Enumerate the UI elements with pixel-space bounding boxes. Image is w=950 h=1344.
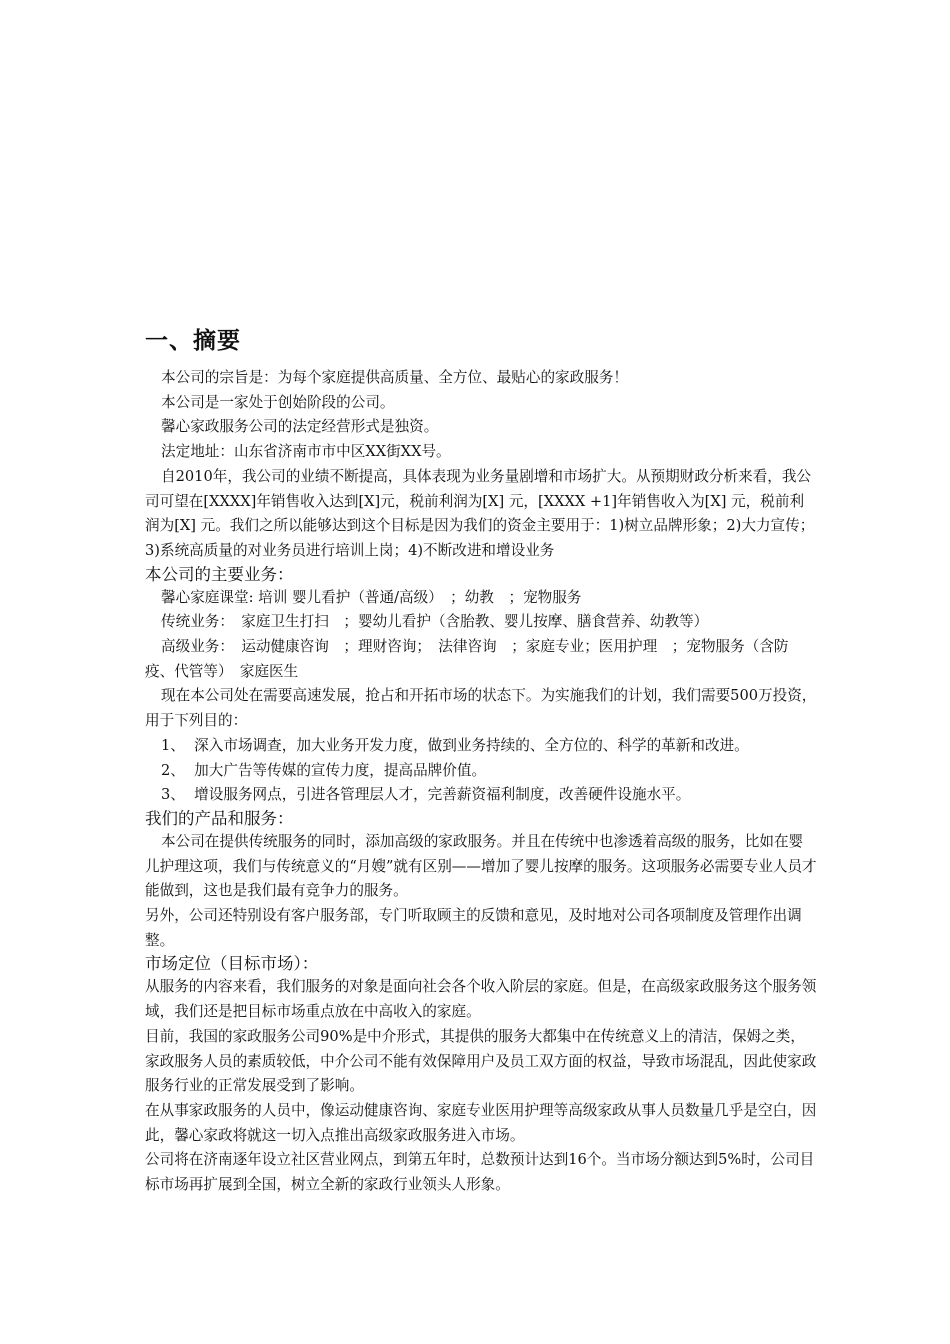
business-advanced-line: 高级业务： 运动健康咨询 ；理财咨询； 法律咨询 ；家庭专业；医用护理 ；宠物服务（含防疫、代管等） 家庭医生: [145, 638, 789, 680]
business-class-line: 馨心家庭课堂: 培训 婴儿看护（普通/高级） ；幼教 ；宠物服务: [161, 588, 582, 606]
paragraph-customer-service: 另外，公司还特别设有客户服务部，专门听取顾主的反馈和意见，及时地对公司各项制度及管理作出调整。: [145, 907, 802, 949]
document-page: [145, 0, 817, 1344]
list-item: [145, 783, 817, 808]
paragraph-stage: 本公司是一家处于创始阶段的公司。: [161, 393, 395, 411]
paragraph-legal-form: 馨心家政服务公司的法定经营形式是独资。: [161, 418, 439, 436]
section-title-market: 市场定位（目标市场）：: [145, 954, 319, 974]
list-text: 加大广告等传媒的宣传力度，提高品牌价值。: [194, 761, 487, 779]
list-number: 2、: [161, 761, 185, 779]
paragraph-investment: 现在本公司处在需要高速发展，抢占和开拓市场的状态下。为实施我们的计划，我们需要500万投资，用于下列目的：: [145, 687, 817, 730]
paragraph-market-2: 目前，我国的家政服务公司90%是中介形式，其提供的服务大都集中在传统意义上的清洁，保姆之类，家政服务人员的素质较低，中介公司不能有效保障用户及员工双方面的权益，导致市场混乱，因此使家政服务行业的正常发展受到了影响。: [145, 1027, 817, 1095]
list-text: 深入市场调查，加大业务开发力度，做到业务持续的、全方位的、科学的革新和改进。: [194, 736, 749, 754]
paragraph-market-1: 从服务的内容来看，我们服务的对象是面向社会各个收入阶层的家庭。但是，在高级家政服务这个服务领域，我们还是把目标市场重点放在中高收入的家庭。: [145, 978, 817, 1021]
list-text: 增设服务网点，引进各管理层人才，完善薪资福利制度，改善硬件设施水平。: [194, 786, 691, 804]
list-number: 3、: [161, 786, 185, 804]
section-title-business: 本公司的主要业务：: [145, 564, 294, 584]
paragraph-mission: 本公司的宗旨是：为每个家庭提供高质量、全方位、最贴心的家政服务！: [161, 369, 629, 386]
list-item: [145, 759, 817, 784]
section-title-products: 我们的产品和服务：: [145, 808, 294, 828]
section-heading-summary: 一、摘要: [145, 328, 241, 354]
list-number: 1、: [161, 736, 185, 754]
paragraph-products: 本公司在提供传统服务的同时，添加高级的家政服务。并且在传统中也渗透着高级的服务，比如在婴儿护理这项，我们与传统意义的“月嫂”就有区别——增加了婴儿按摩的服务。这项服务必需要专业人员才能做到，这也是我们最有竞争力的服务。: [145, 832, 817, 900]
paragraph-market-3: 在从事家政服务的人员中，像运动健康咨询、家庭专业医用护理等高级家政从事人员数量几乎是空白，因此，馨心家政将就这一切入点推出高级家政服务进入市场。: [145, 1101, 817, 1144]
paragraph-performance: 自2010年，我公司的业绩不断提高，具体表现为业务量剧增和市场扩大。从预期财政分析来看，我公司可望在[XXXX]年销售收入达到[X]元，税前利润为[X] 元，[XXXX +1]年销售收入为[X] 元，税前利润为[X] 元。我们之所以能够达到这个目标是因为我们的资金主要用于：1)树立品牌形象；2)大力宣传；3)系统高质量的对业务员进行培训上岗；4)不断改进和增设业务: [145, 467, 815, 559]
list-item: [145, 734, 817, 759]
document-body: [145, 366, 817, 1198]
paragraph-market-4: 公司将在济南逐年设立社区营业网点，到第五年时，总数预计达到16个。当市场分额达到5%时，公司目标市场再扩展到全国，树立全新的家政行业领头人形象。: [145, 1151, 815, 1194]
business-traditional-line: 传统业务： 家庭卫生打扫 ；婴幼儿看护（含胎教、婴儿按摩、膳食营养、幼教等）: [161, 613, 709, 631]
paragraph-address: 法定地址：山东省济南市市中区XX街XX号。: [161, 443, 451, 461]
